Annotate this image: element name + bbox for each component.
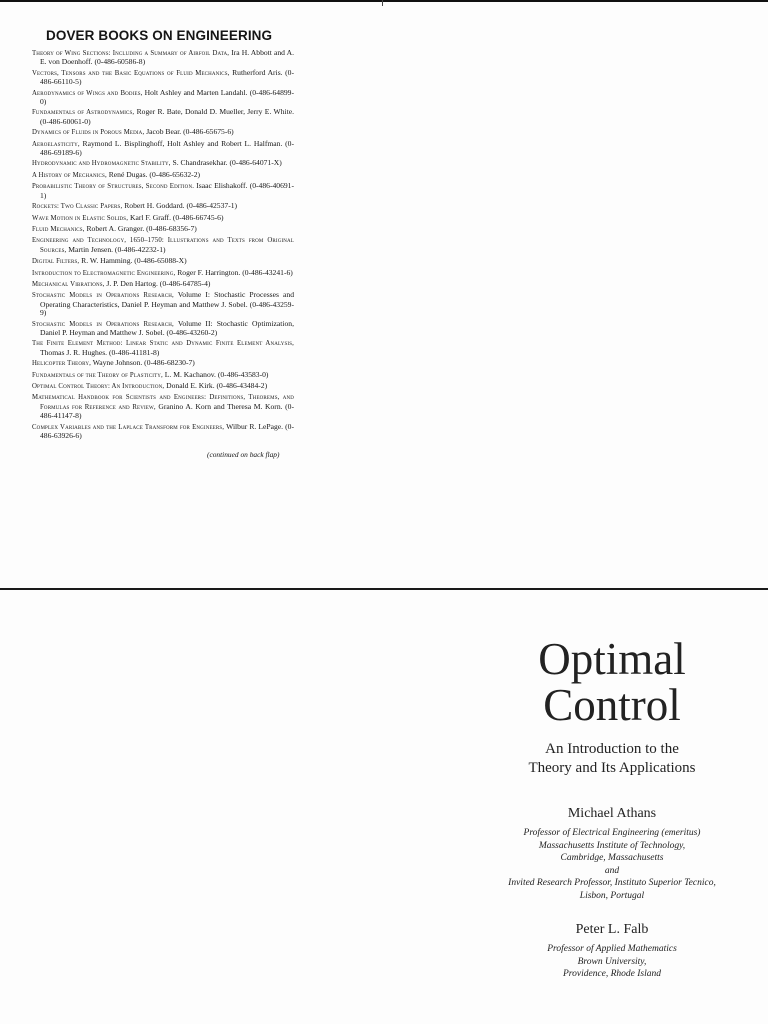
book-entry-title: Theory of Wing Sections: Including a Summary of Airfoil Data, bbox=[32, 50, 230, 57]
book-entry-details: Robert H. Goddard. (0-486-42537-1) bbox=[122, 201, 238, 211]
book-entry bbox=[32, 182, 294, 200]
author-affiliation bbox=[462, 827, 762, 902]
book-entry bbox=[32, 269, 294, 278]
book-entry-details: Granino A. Korn and Theresa M. Korn. (0-486-41147-8) bbox=[40, 401, 294, 421]
book-entry-title: A History of Mechanics, bbox=[32, 171, 107, 179]
book-entry bbox=[32, 225, 294, 234]
book-entry-title: Engineering and Technology, 1650–1750: Illustrations and Texts from Original Sources, bbox=[32, 237, 294, 254]
book-entry-title: Dynamics of Fluids in Porous Media, bbox=[32, 129, 145, 137]
book-entry-title: Introduction to Electromagnetic Engineering, bbox=[32, 269, 176, 277]
book-entry bbox=[32, 393, 294, 420]
book-entry bbox=[32, 320, 294, 338]
book-entry-title: Fluid Mechanics, bbox=[32, 225, 85, 233]
series-title: DOVER BOOKS ON ENGINEERING bbox=[46, 28, 273, 43]
book-entry bbox=[32, 291, 294, 317]
book-entry-details: Isaac Elishakoff. (0-486-40691-1) bbox=[40, 181, 294, 200]
book-entry-details: Volume II: Stochastic Optimization, Daniel P. Heyman and Matthew J. Sobel. (0-486-43260-2) bbox=[40, 318, 295, 337]
book-entry bbox=[32, 382, 294, 391]
book-entry-title: Fundamentals of Astrodynamics, bbox=[32, 109, 135, 117]
book-entry-title: Rockets: Two Classic Papers, bbox=[32, 203, 123, 211]
book-entry bbox=[32, 69, 294, 87]
book-entry bbox=[32, 257, 294, 266]
book-entry bbox=[32, 159, 294, 168]
book-entry-title: The Finite Element Method: Linear Static and Dynamic Finite Element Analysis, bbox=[32, 340, 294, 348]
book-entry-details: Roger R. Bate, Donald D. Mueller, Jerry E. White. (0-486-60061-0) bbox=[40, 107, 294, 126]
book-entry-details: Jacob Bear. (0-486-65675-6) bbox=[144, 127, 234, 137]
book-entry-title: Wave Motion in Elastic Solids, bbox=[32, 214, 129, 222]
continued-note: (continued on back flap) bbox=[207, 450, 280, 460]
affiliation-line: Providence, Rhode Island bbox=[562, 969, 662, 979]
book-entry bbox=[32, 202, 294, 211]
book-entry-details: Thomas J. R. Hughes. (0-486-41181-8) bbox=[40, 347, 160, 357]
book-entry-details: Holt Ashley and Marten Landahl. (0-486-64899-0) bbox=[40, 87, 294, 107]
author-name: Peter L. Falb bbox=[575, 922, 649, 937]
affiliation-line: Cambridge, Massachusetts bbox=[560, 853, 664, 863]
book-entry-title: Complex Variables and the Laplace Transform for Engineers, bbox=[32, 423, 225, 431]
affiliation-line: Professor of Electrical Engineering (emeritus) bbox=[523, 828, 701, 838]
book-title-line-1: Optimal bbox=[538, 634, 686, 684]
book-entry-details: Wayne Johnson. (0-486-68230-7) bbox=[90, 358, 195, 368]
title-page bbox=[462, 636, 762, 981]
book-entry-title: Optimal Control Theory: An Introduction, bbox=[32, 383, 165, 390]
book-entry-title: Mathematical Handbook for Scientists and Engineers: Definitions, Theorems, and Formulas for Reference and Review, bbox=[32, 394, 294, 411]
book-entry bbox=[32, 108, 294, 126]
book-entry-title: Stochastic Models in Operations Research, bbox=[32, 320, 174, 328]
book-entry-title: Helicopter Theory, bbox=[32, 360, 91, 368]
book-entry-details: Karl F. Graff. (0-486-66745-6) bbox=[128, 212, 224, 222]
book-entry-details: R. W. Hamming. (0-486-65088-X) bbox=[79, 256, 187, 266]
book-entry-title: Aerodynamics of Wings and Bodies, bbox=[32, 89, 143, 97]
book-entry-details: Rutherford Aris. (0-486-66110-5) bbox=[40, 67, 294, 87]
page-fold-mark bbox=[382, 0, 383, 6]
book-entry-title: Aeroelasticity, bbox=[32, 140, 80, 148]
book-subtitle bbox=[462, 740, 762, 778]
book-entry-title: Digital Filters, bbox=[32, 258, 80, 266]
book-entry-details: J. P. Den Hartog. (0-486-64785-4) bbox=[104, 278, 211, 288]
book-entry-title: Mechanical Vibrations, bbox=[32, 280, 105, 288]
book-entry bbox=[32, 89, 294, 107]
affiliation-and: and bbox=[604, 865, 620, 876]
book-title-line-2: Control bbox=[543, 680, 681, 730]
book-entry bbox=[32, 49, 294, 67]
book-entry-title: Hydrodynamic and Hydromagnetic Stability, bbox=[32, 160, 171, 168]
book-entry-details: Roger F. Harrington. (0-486-43241-6) bbox=[175, 267, 293, 277]
book-entry-title: Probabilistic Theory of Structures, Second Edition. bbox=[32, 183, 195, 191]
affiliation-line: Massachusetts Institute of Technology, bbox=[538, 840, 686, 851]
affiliation-line: Invited Research Professor, Instituto Superior Tecnico, bbox=[508, 878, 716, 888]
book-entry-details: René Dugas. (0-486-65632-2) bbox=[106, 169, 201, 179]
book-title bbox=[462, 636, 762, 728]
book-entry bbox=[32, 140, 294, 158]
affiliation-line: Professor of Applied Mathematics bbox=[547, 944, 677, 954]
book-entry bbox=[32, 236, 294, 255]
book-entry-details: Volume I: Stochastic Processes and Operating Characteristics, Daniel P. Heyman and Matthew J. Sobel. (0-486-43259-9) bbox=[40, 290, 295, 318]
book-entry-details: Wilbur R. LePage. (0-486-63926-6) bbox=[40, 421, 294, 441]
affiliation-line: Brown University, bbox=[577, 956, 647, 967]
book-entry bbox=[32, 339, 294, 357]
book-entry bbox=[32, 423, 294, 441]
book-entry-title: Stochastic Models in Operations Research, bbox=[32, 292, 174, 300]
book-entry-details: Robert A. Granger. (0-486-68356-7) bbox=[84, 223, 197, 233]
book-entry-details: Martin Jensen. (0-486-42232-1) bbox=[66, 244, 166, 254]
book-entry-details: S. Chandrasekhar. (0-486-64071-X) bbox=[170, 158, 282, 168]
book-entry-title: Fundamentals of the Theory of Plasticity, bbox=[32, 371, 163, 379]
book-list bbox=[32, 49, 294, 440]
page-divider bbox=[0, 588, 768, 590]
author-affiliation bbox=[462, 943, 762, 981]
book-entry-title: Vectors, Tensors and the Basic Equations of Fluid Mechanics, bbox=[32, 69, 230, 77]
book-entry-details: Raymond L. Bisplinghoff, Holt Ashley and Robert L. Halfman. (0-486-69189-6) bbox=[40, 138, 294, 158]
book-entry-details: Ira H. Abbott and A. E. von Doenhoff. (0-486-60586-8) bbox=[40, 48, 295, 67]
book-subtitle-line-2: Theory and Its Applications bbox=[528, 760, 696, 776]
book-list-page bbox=[32, 18, 294, 459]
affiliation-line: Lisbon, Portugal bbox=[579, 890, 645, 901]
book-entry bbox=[32, 359, 294, 368]
book-entry-details: L. M. Kachanov. (0-486-43583-0) bbox=[162, 369, 269, 379]
book-entry bbox=[32, 371, 294, 380]
page-top-edge bbox=[0, 0, 768, 2]
book-entry bbox=[32, 171, 294, 180]
book-subtitle-line-1: An Introduction to the bbox=[545, 741, 679, 757]
author-name: Michael Athans bbox=[567, 806, 657, 821]
book-entry bbox=[32, 128, 294, 137]
book-entry bbox=[32, 280, 294, 289]
book-entry bbox=[32, 214, 294, 223]
book-entry-details: Donald E. Kirk. (0-486-43484-2) bbox=[164, 381, 268, 390]
